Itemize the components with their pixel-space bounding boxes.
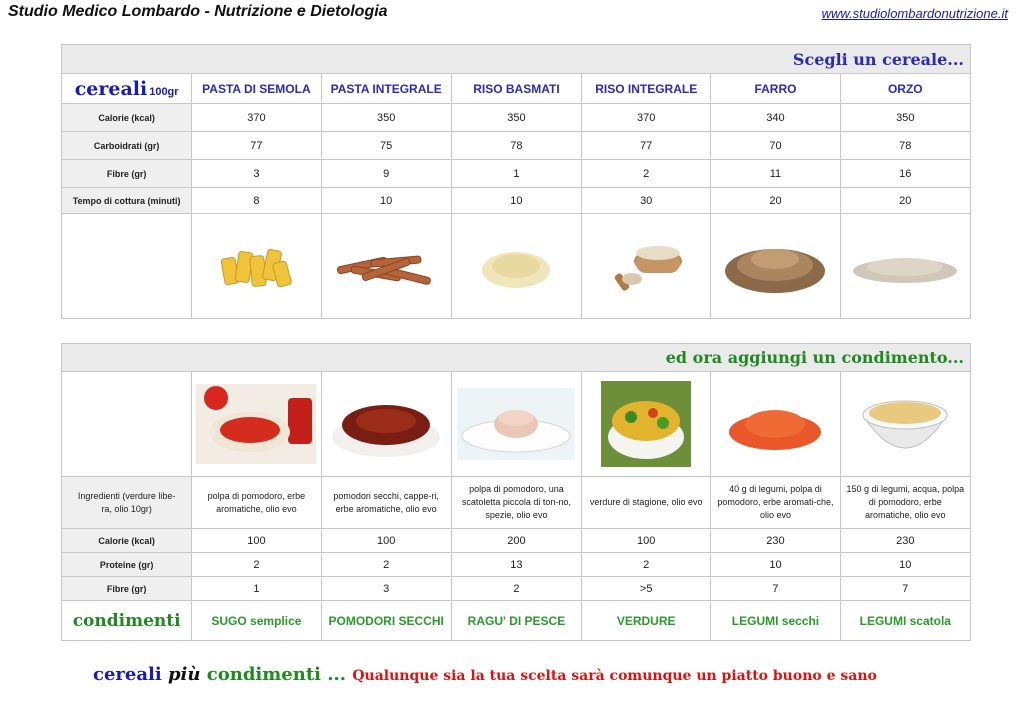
table-cell: 2 bbox=[582, 553, 711, 577]
table-row bbox=[62, 577, 971, 601]
barley-icon bbox=[840, 214, 970, 319]
table-cell: 70 bbox=[711, 132, 840, 160]
table-cell: 78 bbox=[840, 132, 970, 160]
row-label: Carboidrati (gr) bbox=[62, 132, 192, 160]
col-riso-integrale: RISO INTEGRALE bbox=[582, 74, 711, 104]
table-cell: 350 bbox=[321, 104, 451, 132]
table-cell: 10 bbox=[451, 188, 581, 214]
spelt-icon bbox=[711, 214, 840, 319]
footer-tagline bbox=[93, 664, 877, 685]
cereals-banner: Scegli un cereale... bbox=[62, 45, 971, 74]
condiments-banner: ed ora aggiungi un condimento... bbox=[62, 344, 971, 372]
table-cell: 370 bbox=[582, 104, 711, 132]
table-cell: 30 bbox=[582, 188, 711, 214]
table-cell: 77 bbox=[192, 132, 321, 160]
row-label: Ingredienti (verdure libe- ra, olio 10gr) bbox=[62, 477, 192, 529]
table-cell: 7 bbox=[840, 577, 970, 601]
table-row bbox=[62, 529, 971, 553]
table-cell: 100 bbox=[192, 529, 321, 553]
table-cell: 1 bbox=[192, 577, 321, 601]
footer-cereali: cereali bbox=[93, 664, 162, 685]
table-row bbox=[62, 104, 971, 132]
footer-ellipsis: ... bbox=[327, 664, 347, 685]
table-cell: 77 bbox=[582, 132, 711, 160]
table-cell: 20 bbox=[711, 188, 840, 214]
row-label: Tempo di cottura (minuti) bbox=[62, 188, 192, 214]
table-cell: 2 bbox=[582, 160, 711, 188]
table-cell: >5 bbox=[582, 577, 711, 601]
table-cell: 150 g di legumi, acqua, polpa di pomodoro, erbe aromatiche, olio evo bbox=[840, 477, 970, 529]
whole-wheat-pasta-icon bbox=[321, 214, 451, 319]
col-pasta-integrale: PASTA INTEGRALE bbox=[321, 74, 451, 104]
table-cell: 1 bbox=[451, 160, 581, 188]
tomato-sauce-icon bbox=[192, 372, 321, 477]
table-cell: 20 bbox=[840, 188, 970, 214]
table-row bbox=[62, 601, 971, 641]
table-cell: 9 bbox=[321, 160, 451, 188]
table-row bbox=[62, 553, 971, 577]
table-cell: polpa di pomodoro, una scatoletta piccola di ton-no, spezie, olio evo bbox=[451, 477, 581, 529]
table-cell: 350 bbox=[840, 104, 970, 132]
page-title: Studio Medico Lombardo - Nutrizione e Dietologia bbox=[8, 3, 388, 20]
row-label: Proteine (gr) bbox=[62, 553, 192, 577]
row-label: Fibre (gr) bbox=[62, 160, 192, 188]
footer-piu: più bbox=[167, 664, 201, 685]
table-cell: 100 bbox=[321, 529, 451, 553]
table-cell: 40 g di legumi, polpa di pomodoro, erbe aromati-che, olio evo bbox=[711, 477, 840, 529]
row-label: Calorie (kcal) bbox=[62, 529, 192, 553]
table-cell: 7 bbox=[711, 577, 840, 601]
table-cell: 370 bbox=[192, 104, 321, 132]
col-riso-basmati: RISO BASMATI bbox=[451, 74, 581, 104]
table-cell: 11 bbox=[711, 160, 840, 188]
vegetables-icon bbox=[582, 372, 711, 477]
condiment-name: SUGO semplice bbox=[192, 601, 321, 641]
table-cell: 200 bbox=[451, 529, 581, 553]
website-link[interactable]: www.studiolombardonutrizione.it bbox=[821, 6, 1008, 21]
chickpeas-icon bbox=[840, 372, 970, 477]
table-row bbox=[62, 477, 971, 529]
condiment-name: VERDURE bbox=[582, 601, 711, 641]
table-row bbox=[62, 188, 971, 214]
condiment-name: POMODORI SECCHI bbox=[321, 601, 451, 641]
row-label: Fibre (gr) bbox=[62, 577, 192, 601]
table-cell: 3 bbox=[321, 577, 451, 601]
table-row bbox=[62, 160, 971, 188]
cereals-table bbox=[61, 44, 971, 319]
condiment-images-row bbox=[62, 372, 971, 477]
table-row bbox=[62, 132, 971, 160]
table-cell: 8 bbox=[192, 188, 321, 214]
condiments-heading: condimenti bbox=[62, 601, 192, 641]
table-cell: 75 bbox=[321, 132, 451, 160]
col-farro: FARRO bbox=[711, 74, 840, 104]
dried-tomatoes-icon bbox=[321, 372, 451, 477]
pasta-icon bbox=[192, 214, 321, 319]
table-cell: 13 bbox=[451, 553, 581, 577]
tuna-icon bbox=[451, 372, 581, 477]
table-cell: pomodori secchi, cappe-ri, erbe aromatiche, olio evo bbox=[321, 477, 451, 529]
row-label: Calorie (kcal) bbox=[62, 104, 192, 132]
table-cell: 78 bbox=[451, 132, 581, 160]
table-cell: 350 bbox=[451, 104, 581, 132]
table-cell: 340 bbox=[711, 104, 840, 132]
cereal-images-row bbox=[62, 214, 971, 319]
table-cell: 2 bbox=[451, 577, 581, 601]
table-cell: polpa di pomodoro, erbe aromatiche, olio evo bbox=[192, 477, 321, 529]
table-cell: 230 bbox=[711, 529, 840, 553]
condiment-name: RAGU' DI PESCE bbox=[451, 601, 581, 641]
cereals-heading: cereali 100gr bbox=[62, 74, 192, 104]
brown-rice-icon bbox=[582, 214, 711, 319]
table-cell: 230 bbox=[840, 529, 970, 553]
table-cell: 10 bbox=[321, 188, 451, 214]
condiment-name: LEGUMI secchi bbox=[711, 601, 840, 641]
table-cell: verdure di stagione, olio evo bbox=[582, 477, 711, 529]
table-cell: 10 bbox=[711, 553, 840, 577]
table-cell: 100 bbox=[582, 529, 711, 553]
col-pasta-semola: PASTA DI SEMOLA bbox=[192, 74, 321, 104]
footer-message: Qualunque sia la tua scelta sarà comunque un piatto buono e sano bbox=[352, 668, 877, 684]
table-cell: 10 bbox=[840, 553, 970, 577]
lentils-icon bbox=[711, 372, 840, 477]
table-cell: 2 bbox=[321, 553, 451, 577]
table-cell: 3 bbox=[192, 160, 321, 188]
table-cell: 2 bbox=[192, 553, 321, 577]
condiment-name: LEGUMI scatola bbox=[840, 601, 970, 641]
condiments-table bbox=[61, 343, 971, 641]
basmati-rice-icon bbox=[451, 214, 581, 319]
table-cell: 16 bbox=[840, 160, 970, 188]
col-orzo: ORZO bbox=[840, 74, 970, 104]
footer-condimenti: condimenti bbox=[206, 664, 321, 685]
